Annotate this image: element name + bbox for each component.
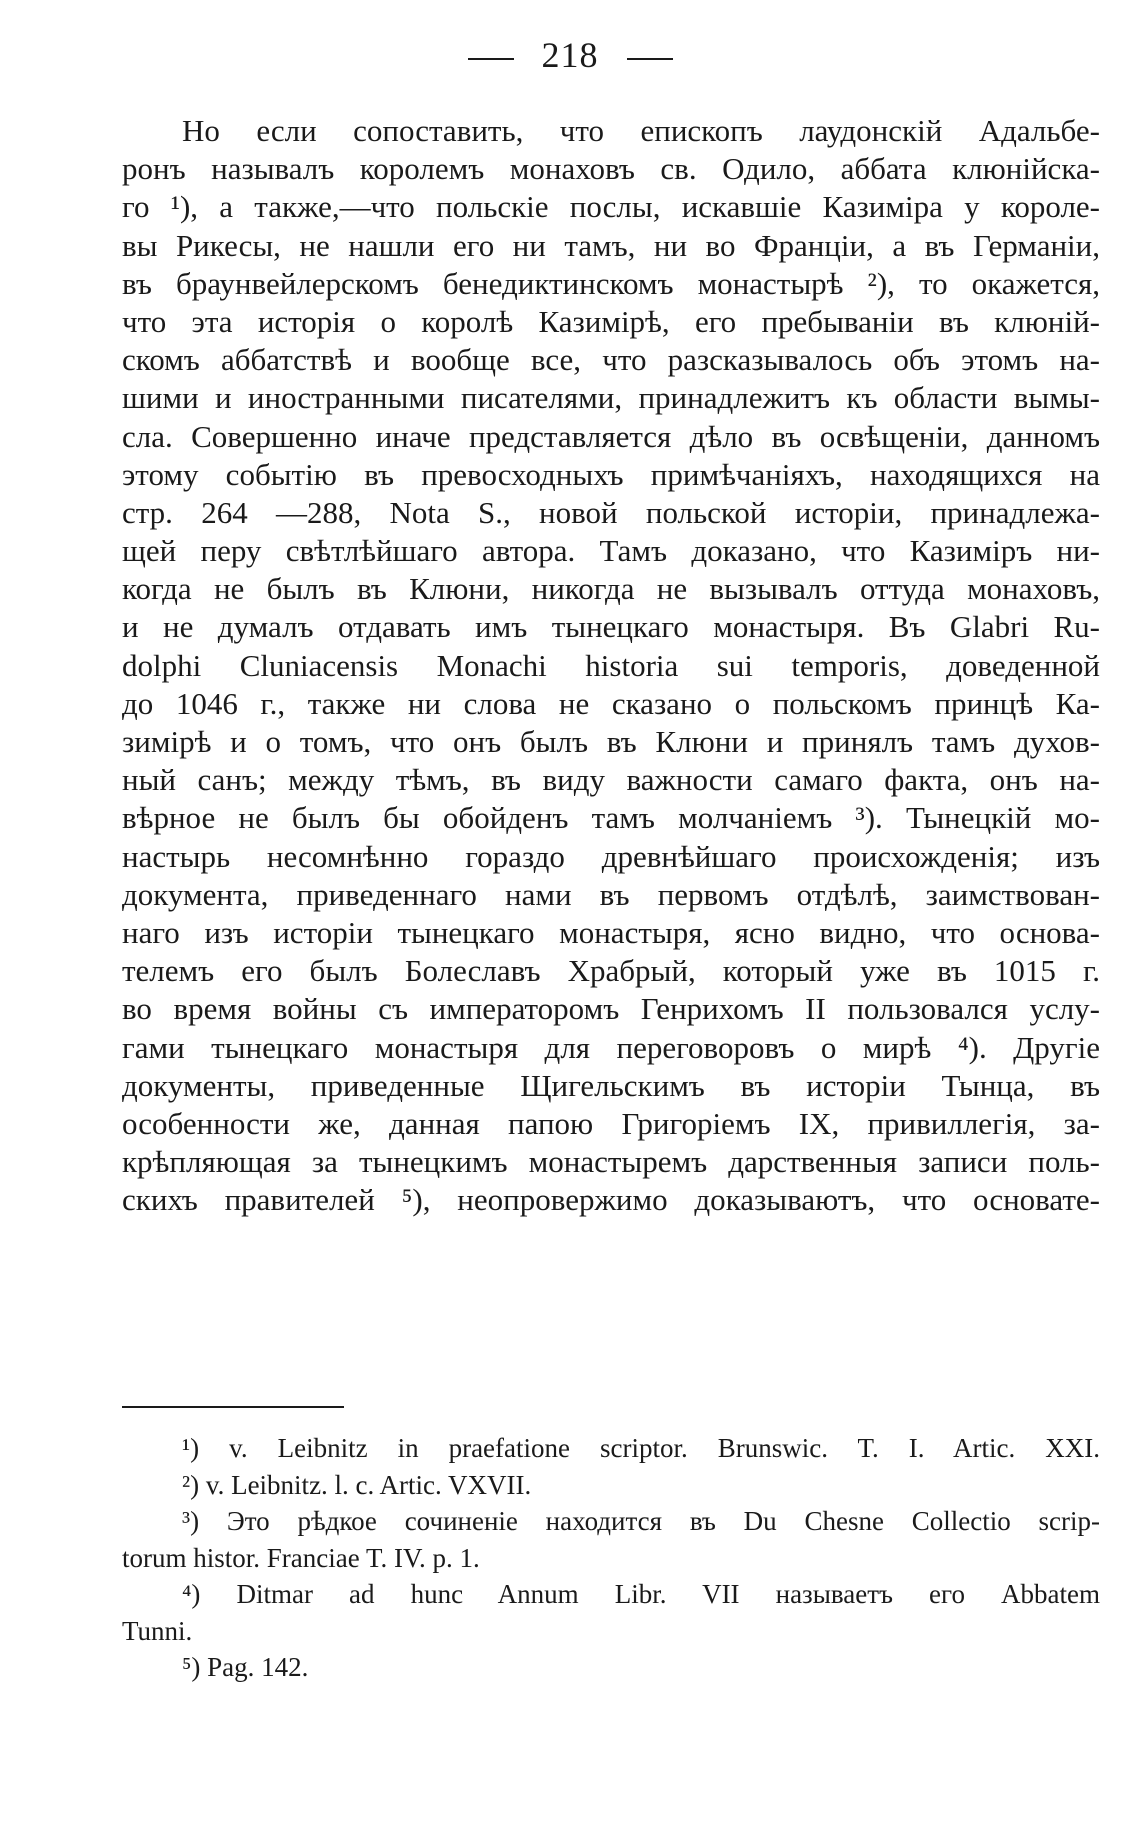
text-line: особенности же, данная папою Григоріемъ IX, привиллегія, за- — [122, 1105, 1100, 1141]
text-line: шими и иностранными писателями, принадлежитъ къ области вымы- — [122, 380, 1100, 416]
text-line: настырь несомнѣнно гораздо древнѣйшаго происхожденія; изъ — [122, 838, 1100, 874]
text-line: что эта исторія о королѣ Казимірѣ, его пребываніи въ клюній- — [122, 303, 1100, 339]
text-line: Но если сопоставить, что епископъ лаудонскій Адальбе- — [182, 113, 1100, 148]
footnote-divider — [122, 1406, 344, 1408]
text-line: и не думалъ отдавать имъ тынецкаго монастыря. Въ Glabri Ru- — [122, 609, 1100, 645]
text-line: щей перу свѣтлѣйшаго автора. Тамъ доказано, что Казиміръ ни- — [122, 533, 1100, 569]
left-dash — [468, 58, 514, 60]
footnote-2: ²) v. Leibnitz. l. c. Artic. VXVII. — [182, 1469, 532, 1500]
text-line: го ¹), а также,—что польскіе послы, искавшіе Казиміра у короле- — [122, 189, 1100, 225]
text-line: вы Рикесы, не нашли его ни тамъ, ни во Франціи, а въ Германіи, — [122, 227, 1100, 263]
footnote-5: ⁵) Pag. 142. — [182, 1652, 309, 1682]
text-line: зимірѣ и о томъ, что онъ былъ въ Клюни и принялъ тамъ духов- — [122, 724, 1100, 759]
main-text — [122, 112, 1100, 1219]
text-line: въ браунвейлерскомъ бенедиктинскомъ монастырѣ ²), то окажется, — [122, 265, 1100, 301]
text-line: во время войны съ императоромъ Генрихомъ II пользовался услу- — [122, 991, 1100, 1027]
text-line: dolphi Cluniacensis Monachi historia sui temporis, доведенной — [122, 647, 1100, 683]
page-number: 218 — [541, 35, 599, 75]
right-dash — [627, 58, 673, 60]
text-line: документы, приведенные Щигельскимъ въ исторіи Тынца, въ — [122, 1067, 1100, 1103]
text-line: документа, приведеннаго нами въ первомъ отдѣлѣ, заимствован- — [122, 876, 1100, 912]
text-line: этому событію въ превосходныхъ примѣчаніяхъ, находящихся на — [122, 456, 1100, 492]
text-line: ный санъ; между тѣмъ, въ виду важности самаго факта, онъ на- — [122, 762, 1100, 798]
text-line: гами тынецкаго монастыря для переговоровъ о мирѣ ⁴). Другіе — [122, 1029, 1100, 1065]
text-line: до 1046 г., также ни слова не сказано о польскомъ принцѣ Ка- — [122, 685, 1100, 721]
text-line: скихъ правителей ⁵), неопровержимо доказываютъ, что основате- — [122, 1182, 1100, 1218]
footnotes — [122, 1430, 1100, 1686]
text-line: вѣрное не былъ бы обойденъ тамъ молчаніемъ ³). Тынецкій мо- — [122, 800, 1100, 836]
text-line: стр. 264 —288, Nota S., новой польской исторіи, принадлежа- — [122, 494, 1100, 530]
text-line: сла. Совершенно иначе представляется дѣло въ освѣщеніи, данномъ — [122, 418, 1100, 454]
footnote-4-continuation: Tunni. — [122, 1615, 193, 1646]
text-line: телемъ его былъ Болеславъ Храбрый, который уже въ 1015 г. — [122, 953, 1100, 989]
footnote-1: ¹) v. Leibnitz in praefatione scriptor. Brunswic. T. I. Artic. XXI. — [182, 1433, 1100, 1463]
footnote-4: ⁴) Ditmar ad hunc Annum Libr. VII называетъ его Abbatem — [182, 1579, 1100, 1609]
page-number-header — [0, 34, 1140, 76]
footnote-3-continuation: torum histor. Franciae T. IV. p. 1. — [122, 1542, 480, 1573]
text-line: наго изъ исторіи тынецкаго монастыря, ясно видно, что основа- — [122, 914, 1100, 950]
text-line: ронъ называлъ королемъ монаховъ св. Одило, аббата клюнійска- — [122, 151, 1100, 187]
text-line: когда не былъ въ Клюни, никогда не вызывалъ оттуда монаховъ, — [122, 571, 1100, 607]
text-line: крѣпляющая за тынецкимъ монастыремъ дарственныя записи поль- — [122, 1144, 1100, 1180]
text-line: скомъ аббатствѣ и вообще все, что разсказывалось объ этомъ на- — [122, 342, 1100, 378]
footnote-3: ³) Это рѣдкое сочиненіе находится въ Du Chesne Collectio scrip- — [182, 1506, 1100, 1536]
